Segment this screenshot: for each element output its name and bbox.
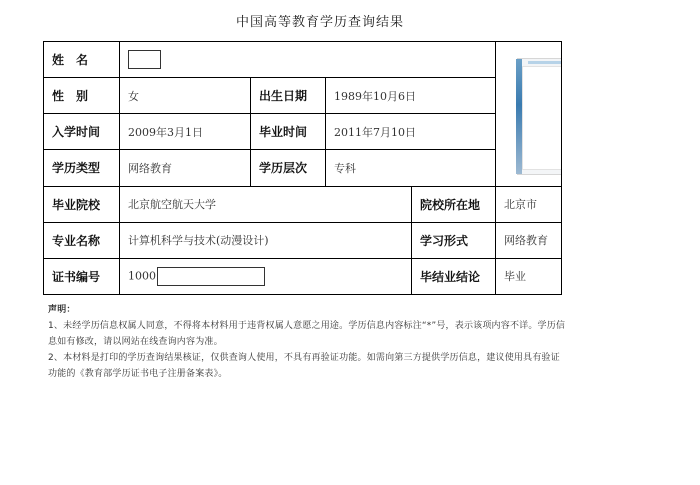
row-gender-birth — [44, 78, 562, 114]
cert-label: 证书编号 — [44, 258, 120, 294]
cert-value — [120, 258, 412, 294]
birth-value: 1989年10月6日 — [326, 78, 496, 114]
row-dates — [44, 114, 562, 150]
graduate-value: 2011年7月10日 — [326, 114, 496, 150]
major-value: 计算机科学与技术(动漫设计) — [120, 222, 412, 258]
edu-type-value: 网络教育 — [120, 150, 251, 186]
graduate-label: 毕业时间 — [251, 114, 326, 150]
school-label: 毕业院校 — [44, 186, 120, 222]
birth-label: 出生日期 — [251, 78, 326, 114]
row-major — [44, 222, 562, 258]
name-redaction — [128, 50, 161, 69]
record-table — [43, 41, 562, 295]
row-cert — [44, 258, 562, 294]
disclaimer-line-2: 2、本材料是打印的学历查询结果核证，仅供查询人使用，不具有再验证功能。如需向第三方提供学历信息，建议使用具有验证功能的《教育部学历证书电子注册备案表》。 — [48, 353, 560, 379]
cert-prefix: 1000 — [128, 269, 156, 283]
study-form-value: 网络教育 — [496, 222, 562, 258]
gender-value: 女 — [120, 78, 251, 114]
edu-level-value: 专科 — [326, 150, 496, 186]
disclaimer-line-1: 1、未经学历信息权属人同意，不得将本材料用于违背权属人意愿之用途。学历信息内容标注“*”号，表示该项内容不详。学历信息如有修改，请以网站在线查询内容为准。 — [48, 321, 566, 347]
row-school — [44, 186, 562, 222]
photo-cell — [496, 42, 562, 187]
cert-redaction — [157, 267, 265, 286]
student-photo — [517, 58, 562, 175]
location-label: 院校所在地 — [412, 186, 496, 222]
enroll-label: 入学时间 — [44, 114, 120, 150]
page-title: 中国高等教育学历查询结果 — [235, 15, 404, 30]
name-value — [120, 42, 496, 78]
major-label: 专业名称 — [44, 222, 120, 258]
location-value: 北京市 — [496, 186, 562, 222]
edu-level-label: 学历层次 — [251, 150, 326, 186]
row-edu — [44, 150, 562, 186]
conclusion-label: 毕结业结论 — [412, 258, 496, 294]
disclaimer-title: 声明： — [48, 305, 76, 315]
disclaimer — [48, 302, 568, 382]
name-label: 姓 名 — [44, 42, 120, 78]
edu-type-label: 学历类型 — [44, 150, 120, 186]
gender-label: 性 别 — [44, 78, 120, 114]
school-value: 北京航空航天大学 — [120, 186, 412, 222]
row-name — [44, 42, 562, 78]
enroll-value: 2009年3月1日 — [120, 114, 251, 150]
study-form-label: 学习形式 — [412, 222, 496, 258]
conclusion-value: 毕业 — [496, 258, 562, 294]
